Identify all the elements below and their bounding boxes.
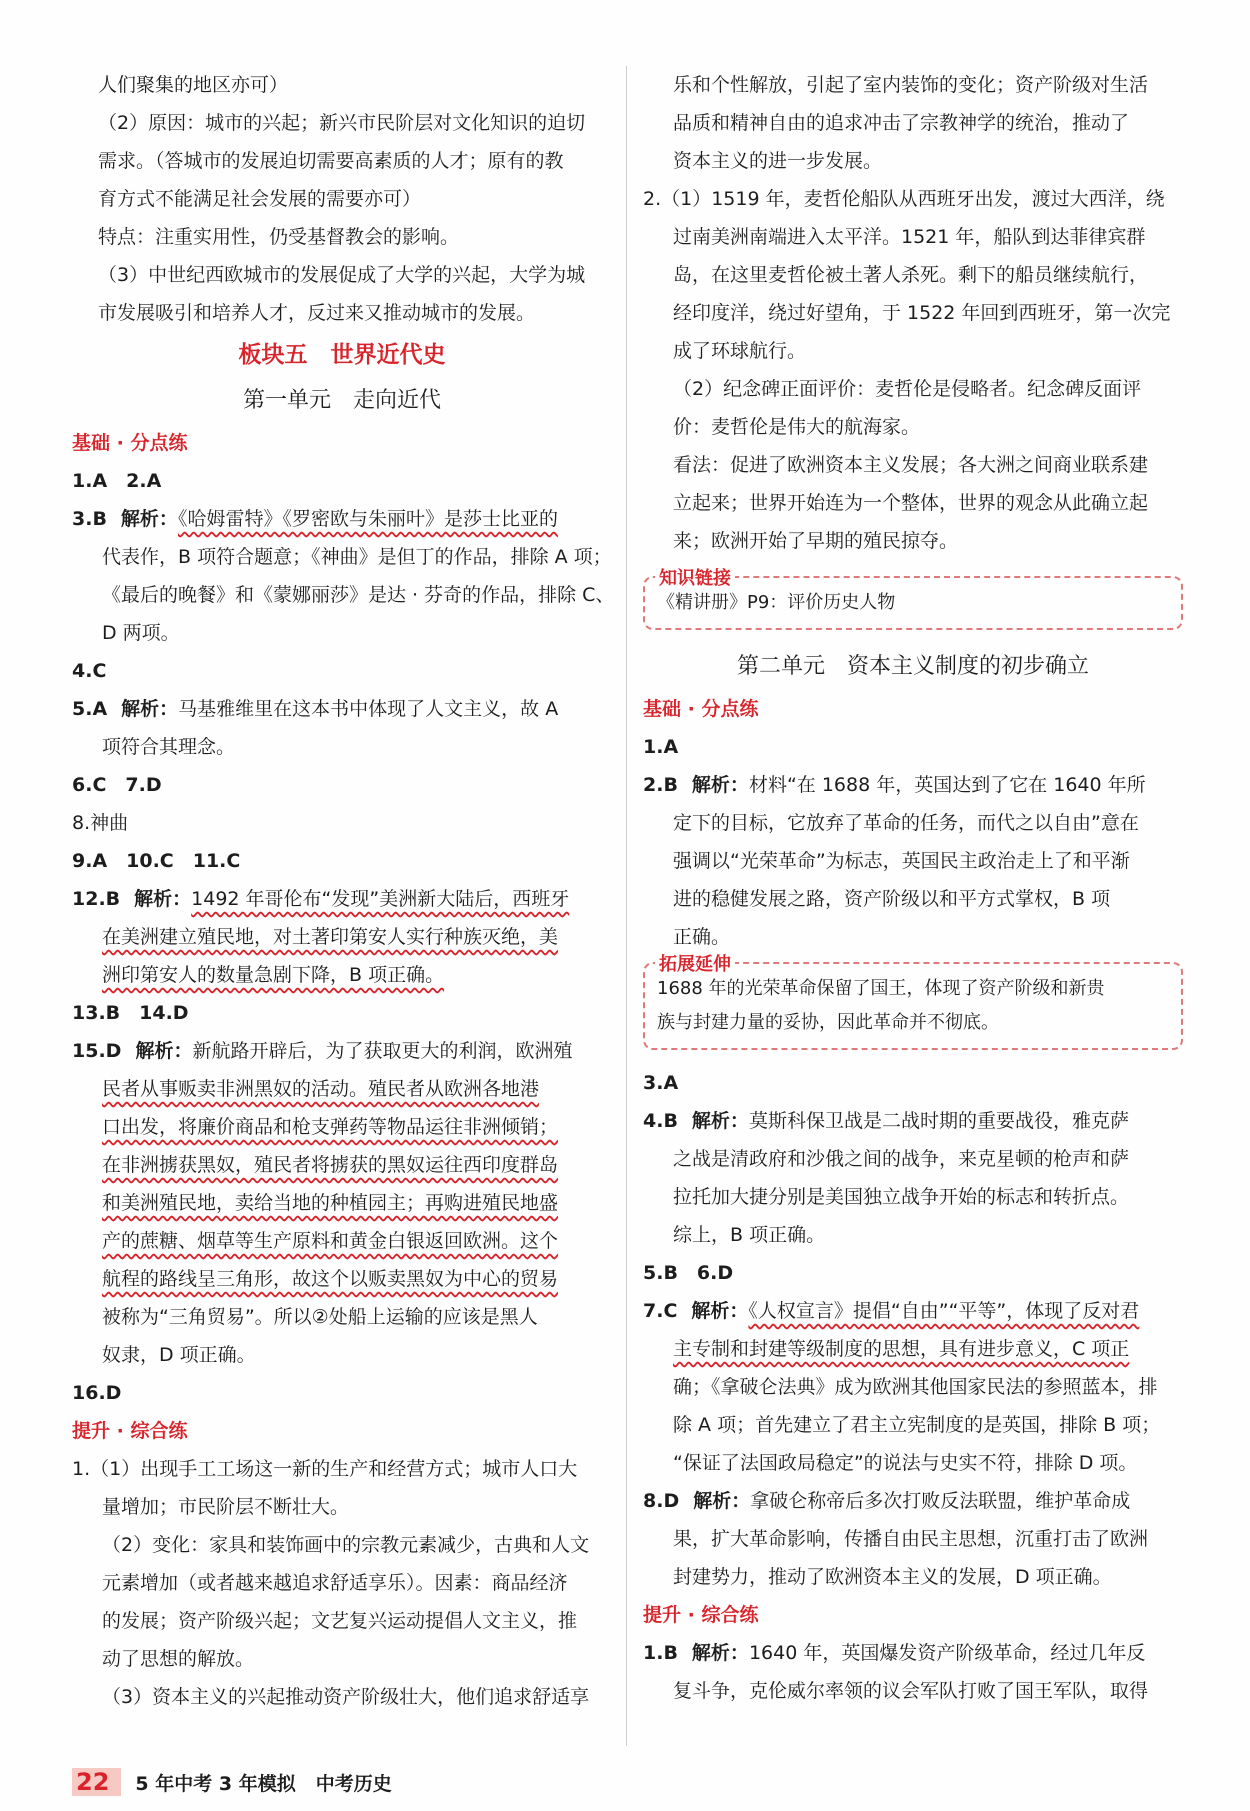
answer-line: 13.B 14.D (72, 1002, 189, 1024)
analysis-text: D 两项。 (102, 622, 180, 644)
analysis-text: 拉托加大捷分别是美国独立战争开始的标志和转折点。 (673, 1186, 1130, 1208)
analysis-text: 综上，B 项正确。 (673, 1224, 826, 1246)
answer-line: 16.D (72, 1382, 122, 1404)
analysis-label: 解析： (121, 698, 179, 720)
text-line: 资本主义的进一步发展。 (673, 150, 883, 172)
box-label: 知识链接 (655, 564, 735, 590)
text-line: 价：麦哲伦是伟大的航海家。 (673, 416, 921, 438)
tag-advanced-practice: 提升 · 综合练 (643, 1604, 759, 1626)
analysis-text: 封建势力，推动了欧洲资本主义的发展，D 项正确。 (673, 1566, 1112, 1588)
answer-line: 9.A 10.C 11.C (72, 850, 241, 872)
analysis-text: 1492 年哥伦布“发现”美洲新大陆后，西班牙 (191, 888, 570, 910)
text-line: 岛，在这里麦哲伦被土著人杀死。剩下的船员继续航行， (673, 264, 1149, 286)
analysis-text: 奴隶，D 项正确。 (102, 1344, 256, 1366)
analysis-text: 《人权宣言》提倡“自由”“平等”，体现了反对君 (748, 1300, 1140, 1322)
text-line: 人们聚集的地区亦可） (98, 74, 289, 96)
text-line: 来；欧洲开始了早期的殖民掠夺。 (673, 530, 959, 552)
analysis-text: 被称为“三角贸易”。所以②处船上运输的应该是黑人 (102, 1306, 538, 1328)
analysis-text: 项符合其理念。 (102, 736, 236, 758)
answer-line: 8.神曲 (72, 812, 129, 834)
text-line: 乐和个性解放，引起了室内装饰的变化；资产阶级对生活 (673, 74, 1149, 96)
text-line: 育方式不能满足社会发展的需要亦可） (98, 188, 422, 210)
box-text: 1688 年的光荣革命保留了国王，体现了资产阶级和新贵 (657, 978, 1105, 999)
analysis-text: 进的稳健发展之路，资产阶级以和平方式掌权，B 项 (673, 888, 1111, 910)
analysis-text: 产的蔗糖、烟草等生产原料和黄金白银返回欧洲。这个 (102, 1230, 559, 1252)
answer-line: 1.A 2.A (72, 470, 162, 492)
analysis-text: 航程的路线呈三角形，故这个以贩卖黑奴为中心的贸易 (102, 1268, 559, 1290)
answer-line: 5.B 6.D (643, 1262, 734, 1284)
analysis-text: 除 A 项；首先建立了君主立宪制度的是英国，排除 B 项； (673, 1414, 1161, 1436)
answer-line: 的发展；资产阶级兴起；文艺复兴运动提倡人文主义，推 (102, 1610, 578, 1632)
analysis-label: 解析： (693, 1490, 751, 1512)
tag-basic-practice: 基础 · 分点练 (72, 432, 188, 454)
analysis-text: 拿破仑称帝后多次打败反法联盟，维护革命成 (750, 1490, 1131, 1512)
box-text: 族与封建力量的妥协，因此革命并不彻底。 (657, 1012, 999, 1033)
column-divider (626, 66, 627, 1746)
text-line: 经印度洋，绕过好望角，于 1522 年回到西班牙，第一次完 (673, 302, 1171, 324)
text-line: （2）纪念碑正面评价：麦哲伦是侵略者。纪念碑反面评 (673, 378, 1142, 400)
text-line: （2）原因：城市的兴起；新兴市民阶层对文化知识的迫切 (98, 112, 586, 134)
text-line: 成了环球航行。 (673, 340, 807, 362)
tag-basic-practice: 基础 · 分点练 (643, 698, 759, 720)
answer-line: 量增加；市民阶层不断壮大。 (102, 1496, 350, 1518)
question-number: 3.B (72, 508, 107, 530)
analysis-text: 马基雅维里在这本书中体现了人文主义，故 A (178, 698, 559, 720)
analysis-text: 《最后的晚餐》和《蒙娜丽莎》是达 · 芬奇的作品，排除 C、 (102, 584, 615, 606)
answer-line: 6.C 7.D (72, 774, 162, 796)
text-line: （3）中世纪西欧城市的发展促成了大学的兴起，大学为城 (98, 264, 586, 286)
question-number: 8.D (643, 1490, 680, 1512)
analysis-text: 果，扩大革命影响，传播自由民主思想，沉重打击了欧洲 (673, 1528, 1149, 1550)
analysis-text: 主专制和封建等级制度的思想，具有进步意义，C 项正 (673, 1338, 1130, 1360)
text-line: 品质和精神自由的追求冲击了宗教神学的统治，推动了 (673, 112, 1130, 134)
answer-line: 3.A (643, 1072, 679, 1094)
analysis-text: 新航路开辟后，为了获取更大的利润，欧洲殖 (192, 1040, 573, 1062)
answer-line: 1.A (643, 736, 679, 758)
question-number: 5.A (72, 698, 108, 720)
unit-title: 第二单元 资本主义制度的初步确立 (736, 654, 1089, 679)
extension-box (643, 954, 1183, 1050)
analysis-text: 民者从事贩卖非洲黑奴的活动。殖民者从欧洲各地港 (102, 1078, 540, 1100)
text-line: 过南美洲南端进入太平洋。1521 年，船队到达菲律宾群 (673, 226, 1146, 248)
analysis-text: 在美洲建立殖民地，对土著印第安人实行种族灭绝，美 (102, 926, 559, 948)
answer-line: （3）资本主义的兴起推动资产阶级壮大，他们追求舒适享 (102, 1686, 590, 1708)
section-title: 板块五 世界近代史 (238, 342, 446, 368)
tag-advanced-practice: 提升 · 综合练 (72, 1420, 188, 1442)
analysis-text: 1640 年，英国爆发资产阶级革命，经过几年反 (748, 1642, 1146, 1664)
text-line: 看法：促进了欧洲资本主义发展；各大洲之间商业联系建 (673, 454, 1149, 476)
text-line: 市发展吸引和培养人才，反过来又推动城市的发展。 (98, 302, 536, 324)
answer-line: （2）变化：家具和装饰画中的宗教元素减少，古典和人文 (102, 1534, 590, 1556)
analysis-label: 解析： (691, 1110, 749, 1132)
answer-line: 4.C (72, 660, 107, 682)
knowledge-link-box (643, 568, 1183, 630)
question-number: 15.D (72, 1040, 122, 1062)
book-brand: 5 年中考 3 年模拟 (135, 1772, 296, 1795)
analysis-text: 口出发，将廉价商品和枪支弹药等物品运往非洲倾销； (102, 1116, 559, 1138)
right-column (643, 66, 1183, 1710)
analysis-text: 和美洲殖民地，卖给当地的种植园主；再购进殖民地盛 (102, 1192, 559, 1214)
analysis-text: “保证了法国政局稳定”的说法与史实不符，排除 D 项。 (673, 1452, 1138, 1474)
analysis-text: 代表作，B 项符合题意；《神曲》是但丁的作品，排除 A 项； (102, 546, 612, 568)
analysis-text: 强调以“光荣革命”为标志，英国民主政治走上了和平渐 (673, 850, 1130, 872)
question-number: 7.C (643, 1300, 678, 1322)
analysis-label: 解析： (134, 888, 192, 910)
analysis-label: 解析： (120, 508, 178, 530)
analysis-label: 解析： (135, 1040, 193, 1062)
analysis-text: 洲印第安人的数量急剧下降，B 项正确。 (102, 964, 445, 986)
analysis-text: 在非洲掳获黑奴，殖民者将掳获的黑奴运往西印度群岛 (102, 1154, 559, 1176)
analysis-text: 复斗争，克伦威尔率领的议会军队打败了国王军队，取得 (673, 1680, 1149, 1702)
book-subject: 中考历史 (315, 1772, 392, 1795)
analysis-label: 解析： (691, 1300, 749, 1322)
text-line: 立起来；世界开始连为一个整体，世界的观念从此确立起 (673, 492, 1149, 514)
analysis-text: 定下的目标，它放弃了革命的任务，而代之以自由”意在 (673, 812, 1139, 834)
unit-title: 第一单元 走向近代 (242, 388, 441, 413)
page-footer (72, 1764, 392, 1800)
analysis-text: 《哈姆雷特》《罗密欧与朱丽叶》是莎士比亚的 (177, 508, 558, 530)
analysis-text: 材料“在 1688 年，英国达到了它在 1640 年所 (748, 774, 1146, 796)
question-number: 2.B (643, 774, 678, 796)
box-text: 《精讲册》P9：评价历史人物 (657, 592, 896, 613)
left-column (72, 66, 615, 1716)
analysis-text: 之战是清政府和沙俄之间的战争，来克星顿的枪声和萨 (673, 1148, 1130, 1170)
analysis-text: 莫斯科保卫战是二战时期的重要战役，雅克萨 (748, 1110, 1129, 1132)
analysis-label: 解析： (691, 774, 749, 796)
answer-line: 动了思想的解放。 (102, 1648, 255, 1670)
question-number: 12.B (72, 888, 121, 910)
analysis-text: 确；《拿破仑法典》成为欧洲其他国家民法的参照蓝本，排 (673, 1376, 1158, 1398)
text-line: 特点：注重实用性，仍受基督教会的影响。 (98, 226, 460, 248)
answer-line: 1.（1）出现手工工场这一新的生产和经营方式；城市人口大 (72, 1458, 578, 1480)
answer-line: 元素增加（或者越来越追求舒适享乐）。因素：商品经济 (102, 1572, 568, 1594)
analysis-text: 正确。 (673, 926, 731, 948)
page-number: 22 (72, 1768, 121, 1796)
analysis-label: 解析： (691, 1642, 749, 1664)
question-number: 4.B (643, 1110, 678, 1132)
box-label: 拓展延伸 (655, 950, 735, 976)
text-line: 需求。（答城市的发展迫切需要高素质的人才；原有的教 (98, 150, 564, 172)
question-number: 1.B (643, 1642, 678, 1664)
text-line: 2.（1）1519 年，麦哲伦船队从西班牙出发，渡过大西洋，绕 (643, 188, 1165, 210)
